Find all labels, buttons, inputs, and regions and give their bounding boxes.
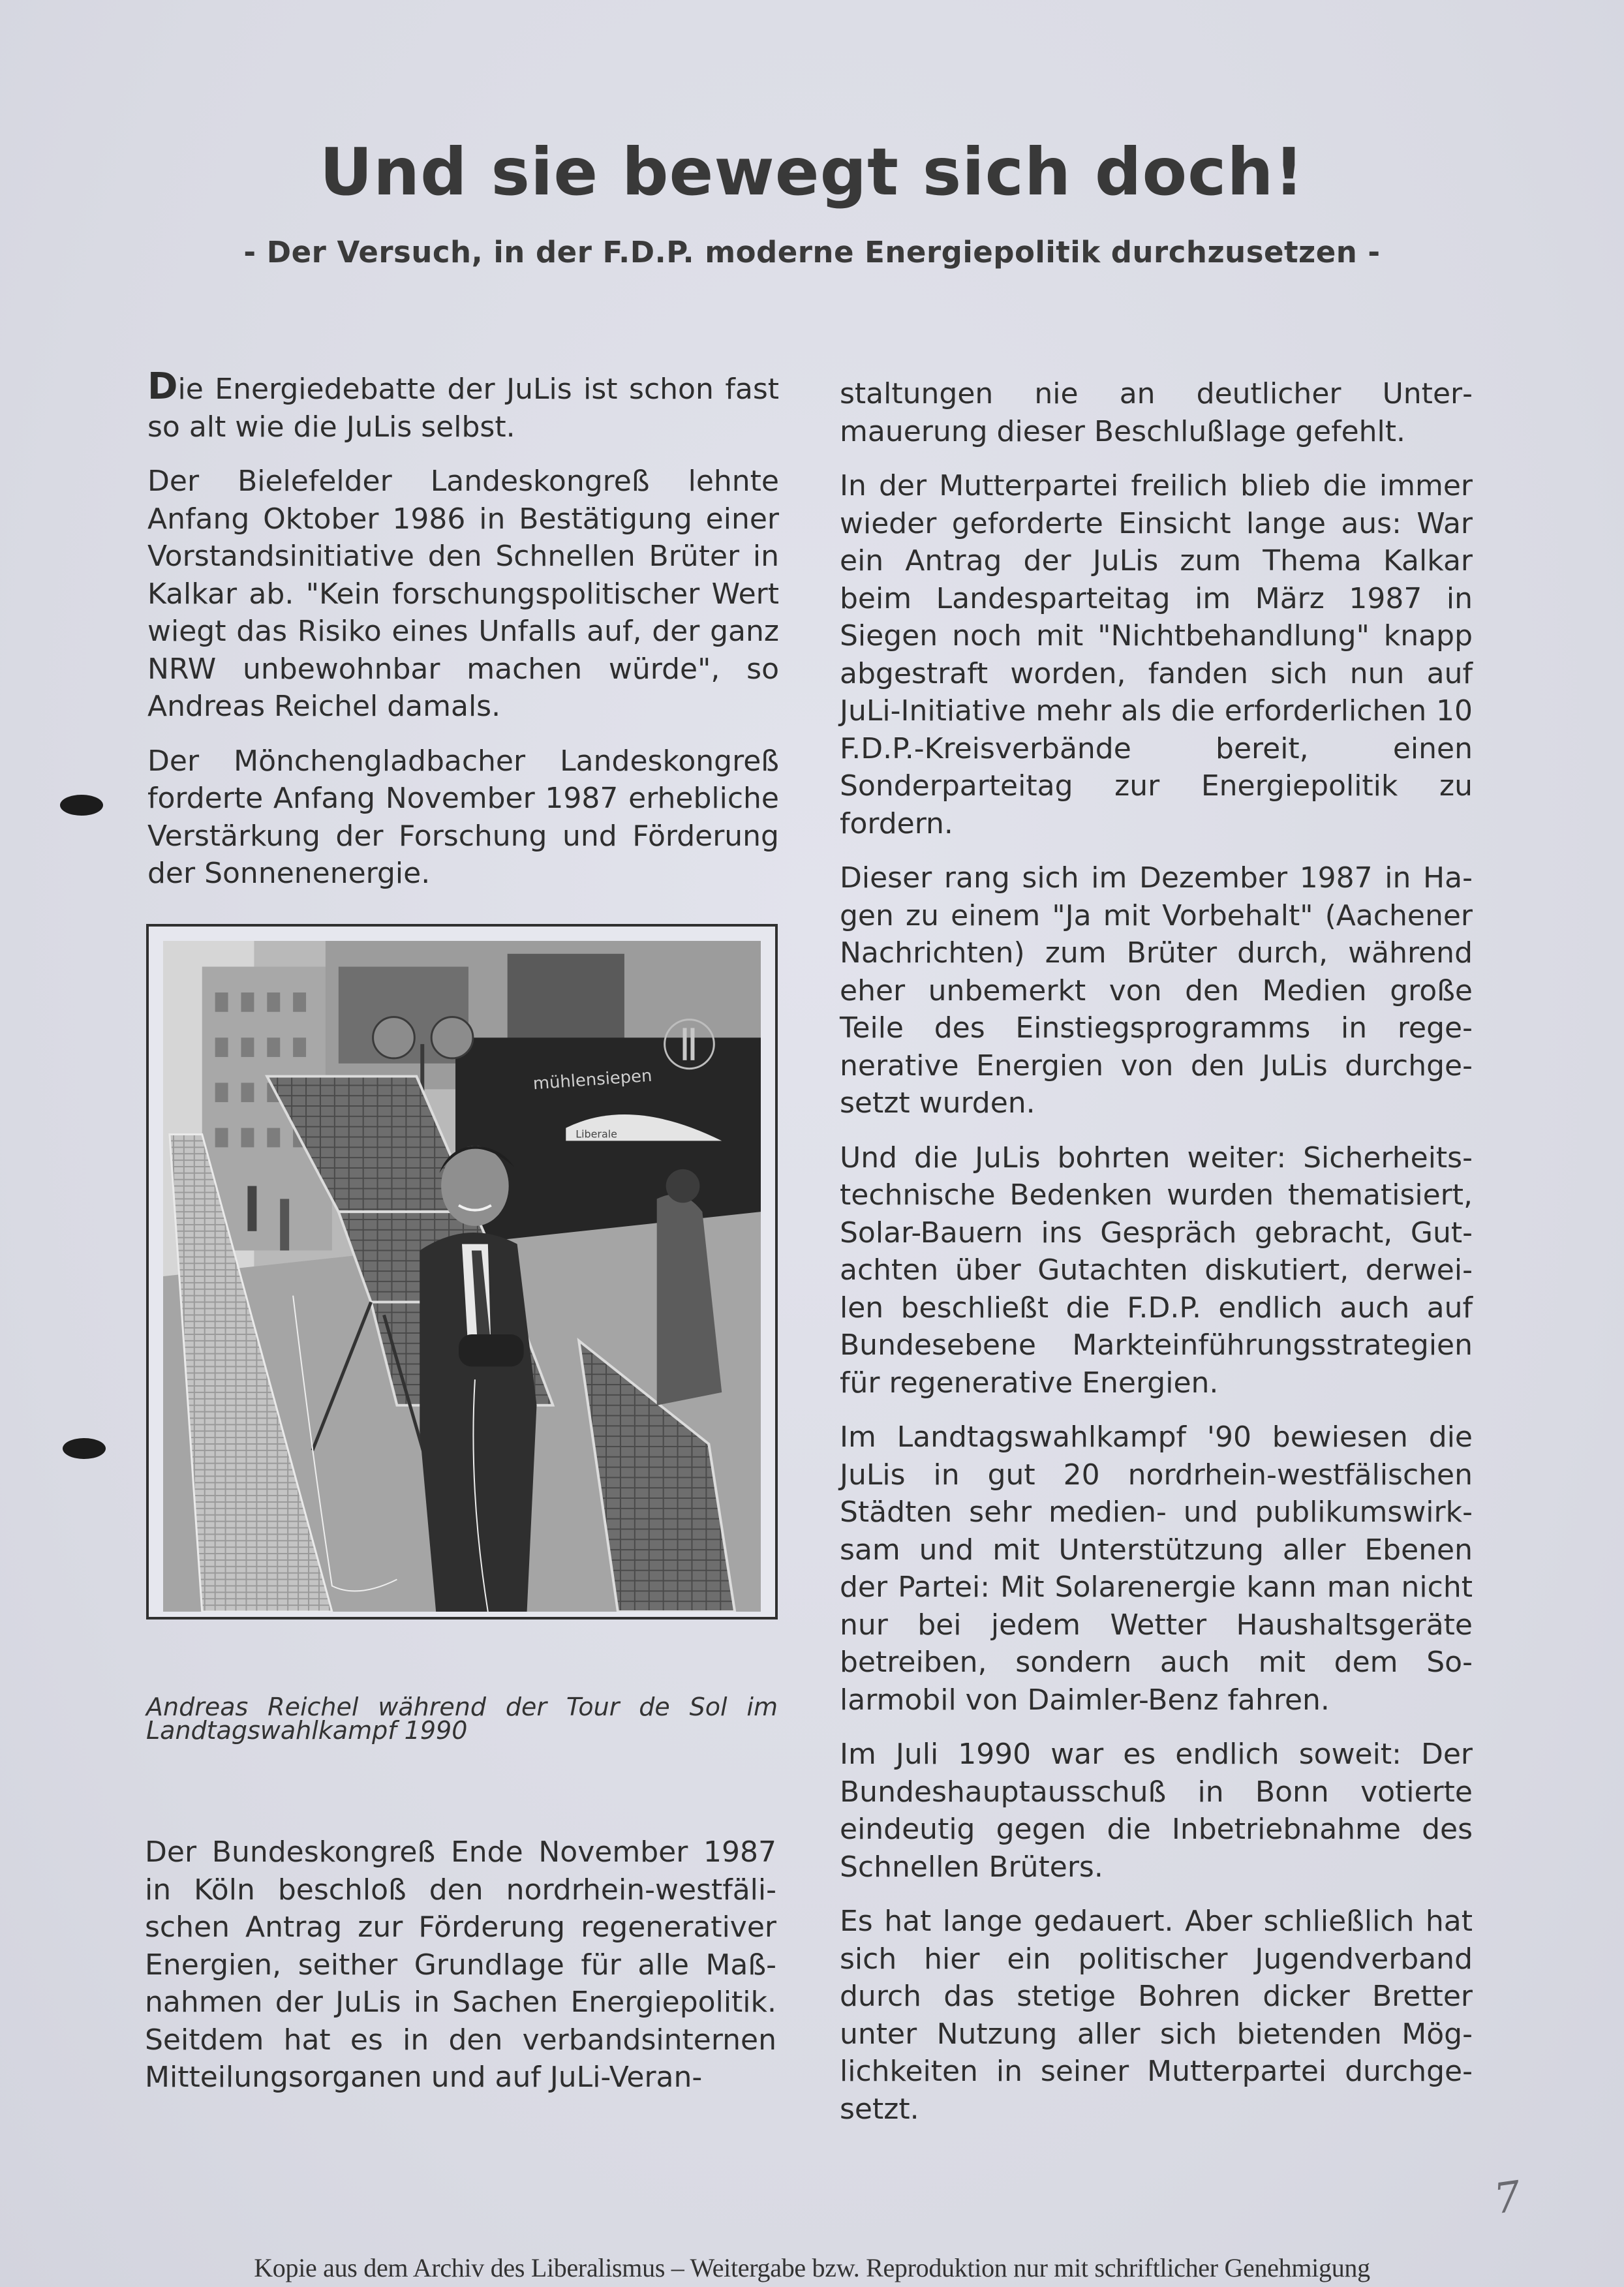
paragraph: Im Landtagswahlkampf '90 bewiesen die JuLis in gut 20 nordrhein-westfälischen Städten sehr medien- und publikumswirksam und mit Unterstützung aller Ebenen der Partei: Mit Solarenergie kann man nicht nur bei jedem Wetter Haushaltsgeräte betreiben, sondern auch mit dem Solarmobil von Daimler-Benz fahren.	[840, 1420, 1473, 1717]
article-title: Und sie bewegt sich doch!	[319, 134, 1305, 210]
paragraph: Der Bielefelder Landeskongreß lehnte Anfang Oktober 1986 in Bestätigung einer Vorstandsinitiative den Schnellen Brüter in Kalkar ab. "Kein forschungspolitischer Wert wiegt das Risiko eines Unfalls auf, der ganz NRW unbewohnbar machen würde", so Andreas Reichel damals.	[147, 465, 779, 723]
paragraph	[147, 365, 779, 446]
paragraph-text: ie Energiedebatte der JuLis ist schon fast so alt wie die JuLis selbst.	[147, 373, 779, 444]
drop-cap: D	[147, 365, 178, 408]
article-subtitle: - Der Versuch, in der F.D.P. moderne Energiepolitik durchzusetzen -	[243, 235, 1381, 269]
left-column-top	[147, 365, 779, 910]
paragraph: Es hat lange gedauert. Aber schließlich hat sich hier ein politischer Jugendverband durch das stetige Bohren dicker Bretter unter Nutzung aller sich bietenden Möglichkeiten in seiner Mutterpartei durchgesetzt.	[840, 1905, 1473, 2126]
paragraph: Und die JuLis bohrten weiter: Sicherheitstechnische Bedenken wurden thematisiert, Solar-Bauern ins Gespräch gebracht, Gutachten über Gutachten diskutiert, derweilen beschließt die F.D.P. endlich auch auf Bundesebene Markteinführungsstrategien für regenerative Energien.	[840, 1141, 1473, 1400]
handwritten-page-number: 7	[1491, 2172, 1524, 2224]
punch-hole	[63, 1438, 106, 1459]
photo-frame	[146, 924, 778, 1619]
left-column-bottom	[145, 1834, 776, 2113]
paragraph: Im Juli 1990 war es endlich soweit: Der Bundeshauptausschuß in Bonn votierte eindeutig gegen die Inbetriebnahme des Schnellen Brüters.	[840, 1738, 1473, 1884]
photo-illustration	[163, 941, 761, 1612]
umbrella-text: Liberale	[575, 1128, 617, 1141]
shop-sign-text: mühlensiepen	[532, 1066, 653, 1094]
paragraph: In der Mutterpartei freilich blieb die immer wieder geforderte Einsicht lange aus: War ein Antrag der JuLis zum Thema Kalkar beim Landesparteitag im März 1987 in Siegen noch mit "Nichtbehandlung" knapp abgestraft worden, fanden sich nun auf JuLi-Initiative mehr als die erforderlichen 10 F.D.P.-Kreisverbände bereit, einen Sonderparteitag zur Energiepolitik zu fordern.	[840, 469, 1473, 840]
punch-hole	[60, 795, 103, 816]
paragraph: staltungen nie an deutlicher Untermauerung dieser Beschlußlage gefehlt.	[840, 377, 1473, 448]
photo-solar-panels	[163, 941, 761, 1612]
right-column	[840, 375, 1473, 2145]
photo-caption: Andreas Reichel während der Tour de Sol im Landtagswahlkampf 1990	[146, 1693, 778, 1745]
paragraph: Dieser rang sich im Dezember 1987 in Hagen zu einem "Ja mit Vorbehalt" (Aachener Nachrichten) zum Brüter durch, während eher unbemerkt von den Medien große Teile des Einstiegsprogramms in regenerative Energien von den JuLis durchgesetzt wurden.	[840, 861, 1473, 1120]
paragraph: Der Bundeskongreß Ende November 1987 in Köln beschloß den nordrhein-westfälischen Antrag zur Förderung regenerativer Energien, seither Grundlage für alle Maßnahmen der JuLis in Sachen Energiepolitik. Seitdem hat es in den verbandsinternen Mitteilungsorganen und auf JuLi-Veran-	[145, 1835, 776, 2094]
archive-footer-note: Kopie aus dem Archiv des Liberalismus – Weitergabe bzw. Reproduktion nur mit schriftlicher Genehmigung	[254, 2253, 1370, 2282]
paragraph: Der Mönchengladbacher Landeskongreß forderte Anfang November 1987 erhebliche Verstärkung der Forschung und Förderung der Sonnenenergie.	[147, 744, 779, 890]
